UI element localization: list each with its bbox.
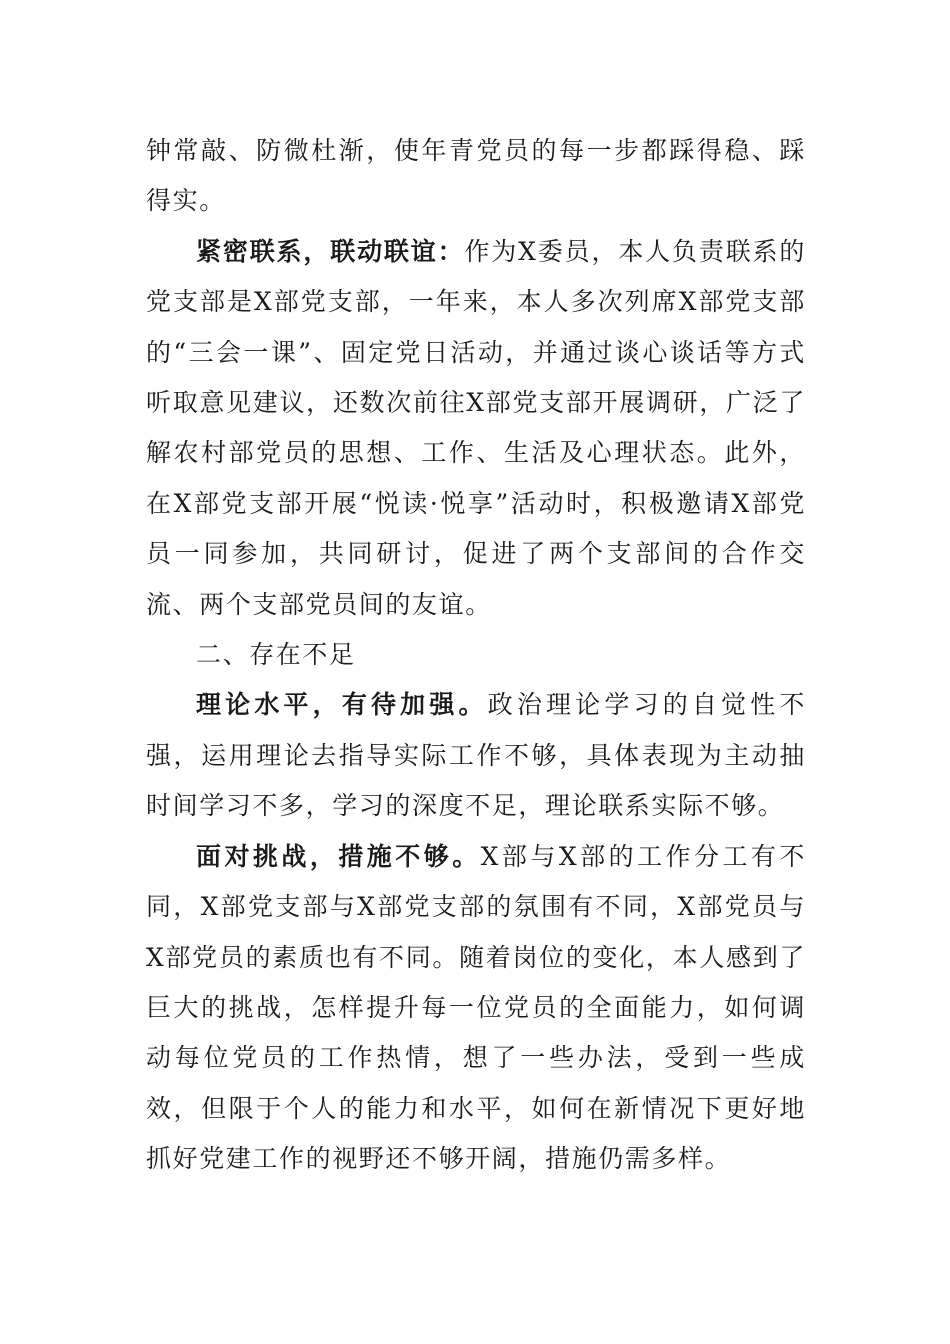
paragraph-text: 政治理论学习的自觉性不强，运用理论去指导实际工作不够，具体表现为主动抽时间学习不多，学习的深度不足，理论联系实际不够。 — [146, 690, 806, 821]
paragraph-theory-level — [146, 680, 806, 831]
paragraph-contact-liaison — [146, 227, 806, 630]
paragraph-text: 钟常敲、防微杜渐，使年青党员的每一步都踩得稳、踩得实。 — [146, 136, 806, 216]
paragraph-lead-heading: 紧密联系，联动联谊： — [196, 236, 465, 266]
paragraph-facing-challenges — [146, 832, 806, 1185]
paragraph-continuation — [146, 126, 806, 227]
paragraph-text: 作为X委员，本人负责联系的党支部是X部党支部，一年来，本人多次列席X部党支部的“三会一课”、固定党日活动，并通过谈心谈话等方式听取意见建议，还数次前往X部党支部开展调研，广泛了解农村部党员的思想、工作、生活及心理状态。此外，在X部党支部开展“悦读·悦享”活动时，积极邀请X部党员一同参加，共同研讨，促进了两个支部间的合作交流、两个支部党员间的友谊。 — [146, 236, 806, 619]
document-body — [146, 126, 806, 1185]
paragraph-lead-heading: 理论水平，有待加强。 — [196, 690, 488, 720]
paragraph-text: X部与X部的工作分工有不同，X部党支部与X部党支部的氛围有不同，X部党员与X部党员的素质也有不同。随着岗位的变化，本人感到了巨大的挑战，怎样提升每一位党员的全面能力，如何调动每位党员的工作热情，想了一些办法，受到一些成效，但限于个人的能力和水平，如何在新情况下更好地抓好党建工作的视野还不够开阔，措施仍需多样。 — [146, 841, 806, 1174]
paragraph-lead-heading: 面对挑战，措施不够。 — [196, 841, 481, 871]
section-heading-text: 二、存在不足 — [196, 640, 356, 670]
section-heading-shortcomings — [146, 630, 806, 680]
